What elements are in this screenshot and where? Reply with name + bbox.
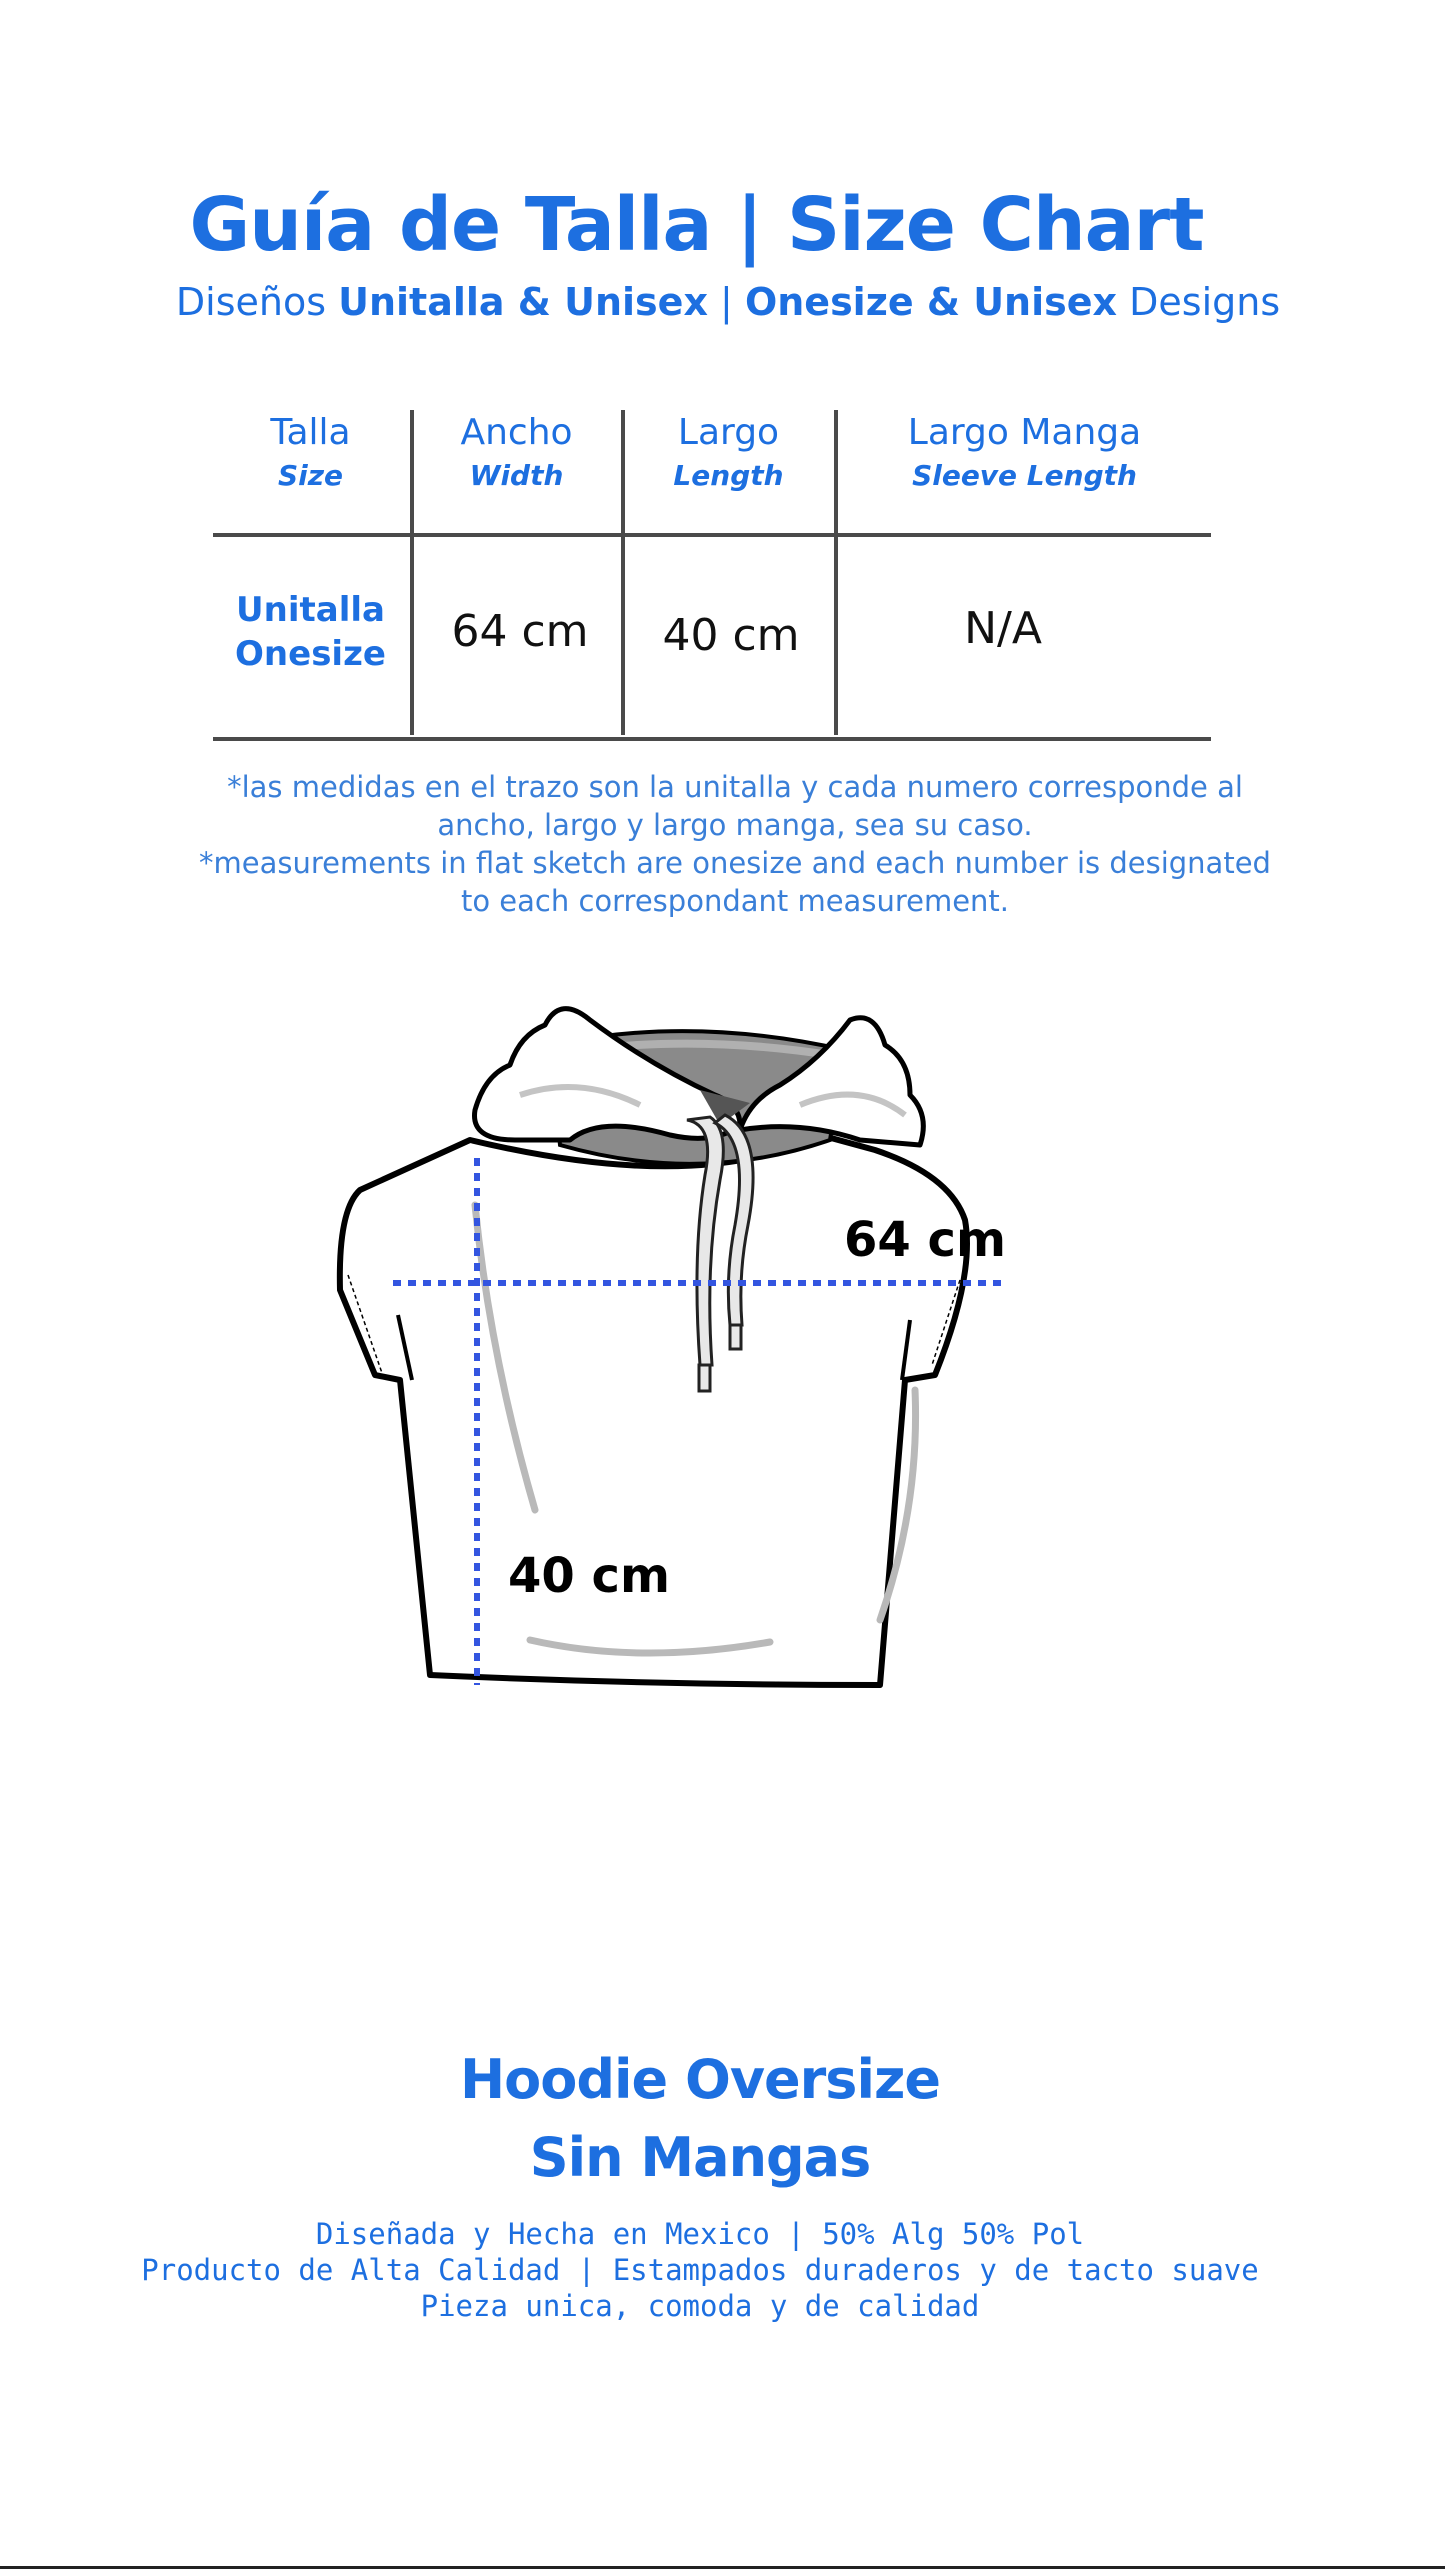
column-header-sub: Length (673, 459, 784, 492)
column-header-main: Ancho (460, 412, 573, 453)
page-title: Guía de Talla | Size Chart (189, 182, 1204, 268)
hoodie-flat-sketch (320, 995, 1100, 1715)
subtitle-part-1: Diseños (175, 280, 339, 324)
column-header-size (213, 412, 408, 492)
column-header-sub: Size (277, 459, 344, 492)
measurement-notes (150, 768, 1320, 920)
note-line: *measurements in flat sketch are onesize and each number is designated (199, 846, 1271, 880)
column-header-width (414, 412, 619, 492)
length-dimension-label: 40 cm (508, 1548, 670, 1604)
subtitle-part-5: Designs (1117, 280, 1281, 324)
product-name-line-2: Sin Mangas (529, 2126, 871, 2189)
page-subtitle (0, 280, 1445, 324)
cell-width: 64 cm (451, 606, 589, 657)
row-label-line: Unitalla (236, 590, 385, 630)
row-label-line: Onesize (235, 634, 386, 674)
column-header-main: Largo Manga (907, 412, 1142, 453)
product-info-line: Diseñada y Hecha en Mexico | 50% Alg 50% Pol (315, 2217, 1085, 2251)
cell-sleeve-length: N/A (964, 603, 1042, 654)
column-header-sub: Sleeve Length (912, 459, 1137, 492)
column-header-sub: Width (469, 459, 564, 492)
column-header-main: Talla (270, 412, 351, 453)
subtitle-part-3: | (707, 280, 745, 324)
note-line: ancho, largo y largo manga, sea su caso. (437, 808, 1033, 842)
column-header-sleeve-length (838, 412, 1211, 492)
column-header-main: Largo (677, 412, 780, 453)
note-line: *las medidas en el trazo son la unitalla y cada numero corresponde al (227, 770, 1243, 804)
cell-length: 40 cm (662, 610, 800, 661)
row-label-size (213, 588, 408, 676)
note-line: to each correspondant measurement. (460, 884, 1010, 918)
table-header-divider (213, 533, 1211, 537)
column-header-length (625, 412, 832, 492)
product-name: Hoodie Oversize (459, 2048, 941, 2111)
aglet-left (699, 1365, 710, 1391)
table-bottom-border (213, 737, 1211, 741)
subtitle-part-4: Onesize & Unisex (744, 280, 1118, 324)
product-info-line: Producto de Alta Calidad | Estampados duraderos y de tacto suave (141, 2253, 1259, 2287)
subtitle-part-2: Unitalla & Unisex (338, 280, 708, 324)
aglet-right (730, 1325, 741, 1349)
product-info-line: Pieza unica, comoda y de calidad (420, 2289, 980, 2323)
width-dimension-label: 64 cm (844, 1212, 1006, 1268)
